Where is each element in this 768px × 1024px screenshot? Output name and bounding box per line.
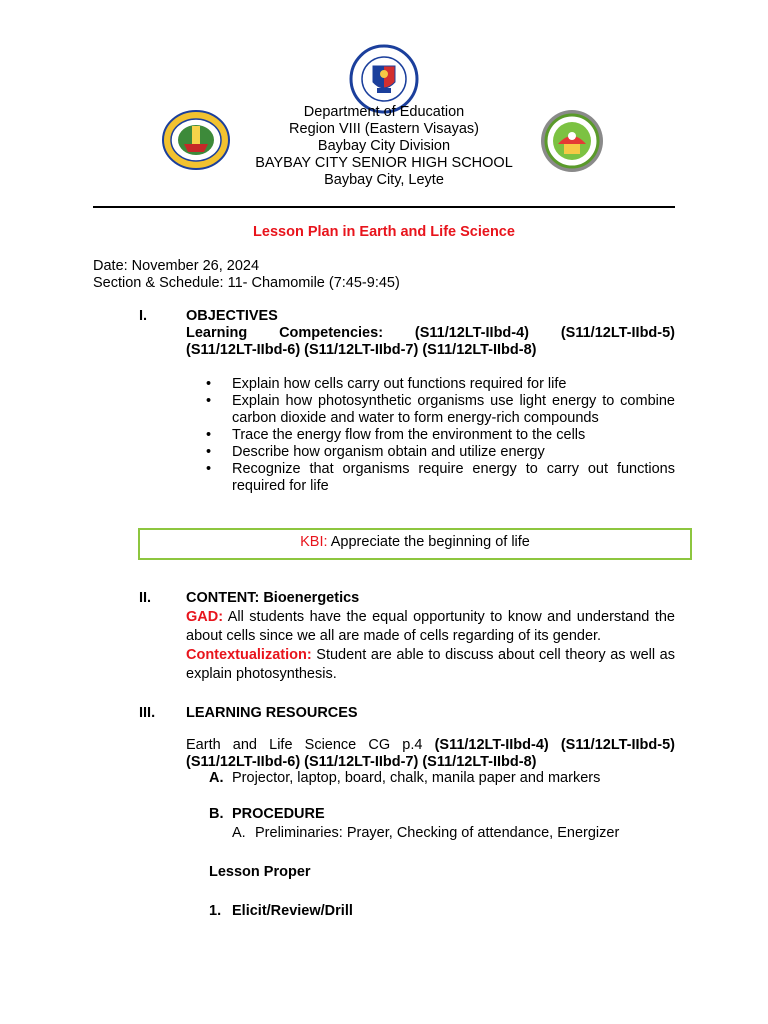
step-1-heading: Elicit/Review/Drill <box>232 903 353 919</box>
preliminaries-label: A. <box>232 825 246 841</box>
section-title-content: CONTENT: Bioenergetics <box>186 590 360 606</box>
lesson-proper-heading: Lesson Proper <box>209 864 311 880</box>
kbi-box <box>138 528 692 560</box>
learning-competencies-line-1: Learning Competencies: (S11/12LT-IIbd-4) (S11/12LT-IIbd-5) <box>186 325 675 341</box>
procedure-heading: PROCEDURE <box>232 806 325 822</box>
resource-a-text: Projector, laptop, board, chalk, manila paper and markers <box>232 770 601 786</box>
letterhead-line-school: BAYBAY CITY SENIOR HIGH SCHOOL <box>255 155 513 171</box>
lesson-meta <box>93 258 400 292</box>
objectives-list <box>186 376 675 495</box>
list-item: • Trace the energy flow from the environment to the cells <box>206 427 586 443</box>
contextualization-label: Contextualization: <box>186 647 312 663</box>
contextualization-text: Student are able to discuss about cell theory as well as explain photosynthesis. <box>186 647 675 682</box>
gad-label: GAD: <box>186 609 224 625</box>
letterhead-line-region: Region VIII (Eastern Visayas) <box>289 121 479 137</box>
preliminaries-text: Preliminaries: Prayer, Checking of attendance, Energizer <box>255 825 620 841</box>
bullet-icon: • <box>206 461 212 477</box>
learning-competencies-line-2: (S11/12LT-IIbd-6) (S11/12LT-IIbd-7) (S11/12LT-IIbd-8) <box>186 342 537 358</box>
bullet-icon: • <box>206 376 212 392</box>
list-item: • Recognize that organisms require energy to carry out functions required for life <box>206 461 675 494</box>
baybay-city-shs-logo <box>538 108 606 174</box>
letterhead-line-department: Department of Education <box>303 104 465 120</box>
cg-reference-line-2: (S11/12LT-IIbd-6) (S11/12LT-IIbd-7) (S11/12LT-IIbd-8) <box>186 754 537 770</box>
bullet-icon: • <box>206 427 212 443</box>
kbi-label: KBI: <box>300 534 328 550</box>
section-number-resources: III. <box>139 705 156 721</box>
section-number-content: II. <box>139 590 152 606</box>
section-title-objectives: OBJECTIVES <box>186 308 278 324</box>
resource-b-label: B. <box>209 806 224 822</box>
letterhead-line-division: Baybay City Division <box>317 138 451 154</box>
bullet-icon: • <box>206 444 212 460</box>
cg-reference-line-1 <box>186 737 675 754</box>
document-title: Lesson Plan in Earth and Life Science <box>253 224 515 240</box>
baybay-city-division-logo <box>162 110 230 170</box>
list-item: • Describe how organism obtain and utilize energy <box>206 444 545 460</box>
list-item: • Explain how photosynthetic organisms use light energy to combine carbon dioxide and water to form energy-rich compounds <box>206 393 675 426</box>
section-number-objectives: I. <box>139 308 148 324</box>
header-divider <box>93 206 675 208</box>
lesson-section: Section & Schedule: 11- Chamomile (7:45-9:45) <box>93 275 400 291</box>
letterhead-line-address: Baybay City, Leyte <box>324 172 444 188</box>
gad-text: All students have the equal opportunity to know and understand the about cells since we all are made of cells regarding of its gender. <box>186 609 675 644</box>
content-paragraph <box>186 608 675 684</box>
bullet-icon: • <box>206 393 212 409</box>
resource-a-label: A. <box>209 770 224 786</box>
list-item: • Explain how cells carry out functions required for life <box>206 376 567 392</box>
section-title-resources: LEARNING RESOURCES <box>186 705 358 721</box>
step-1-label: 1. <box>209 903 222 919</box>
kbi-text: Appreciate the beginning of life <box>327 534 530 550</box>
cg-reference-codes: (S11/12LT-IIbd-4) (S11/12LT-IIbd-5) <box>434 737 675 753</box>
letterhead <box>230 104 538 189</box>
lesson-date: Date: November 26, 2024 <box>93 258 260 274</box>
cg-reference-prefix: Earth and Life Science CG p.4 <box>186 737 435 753</box>
